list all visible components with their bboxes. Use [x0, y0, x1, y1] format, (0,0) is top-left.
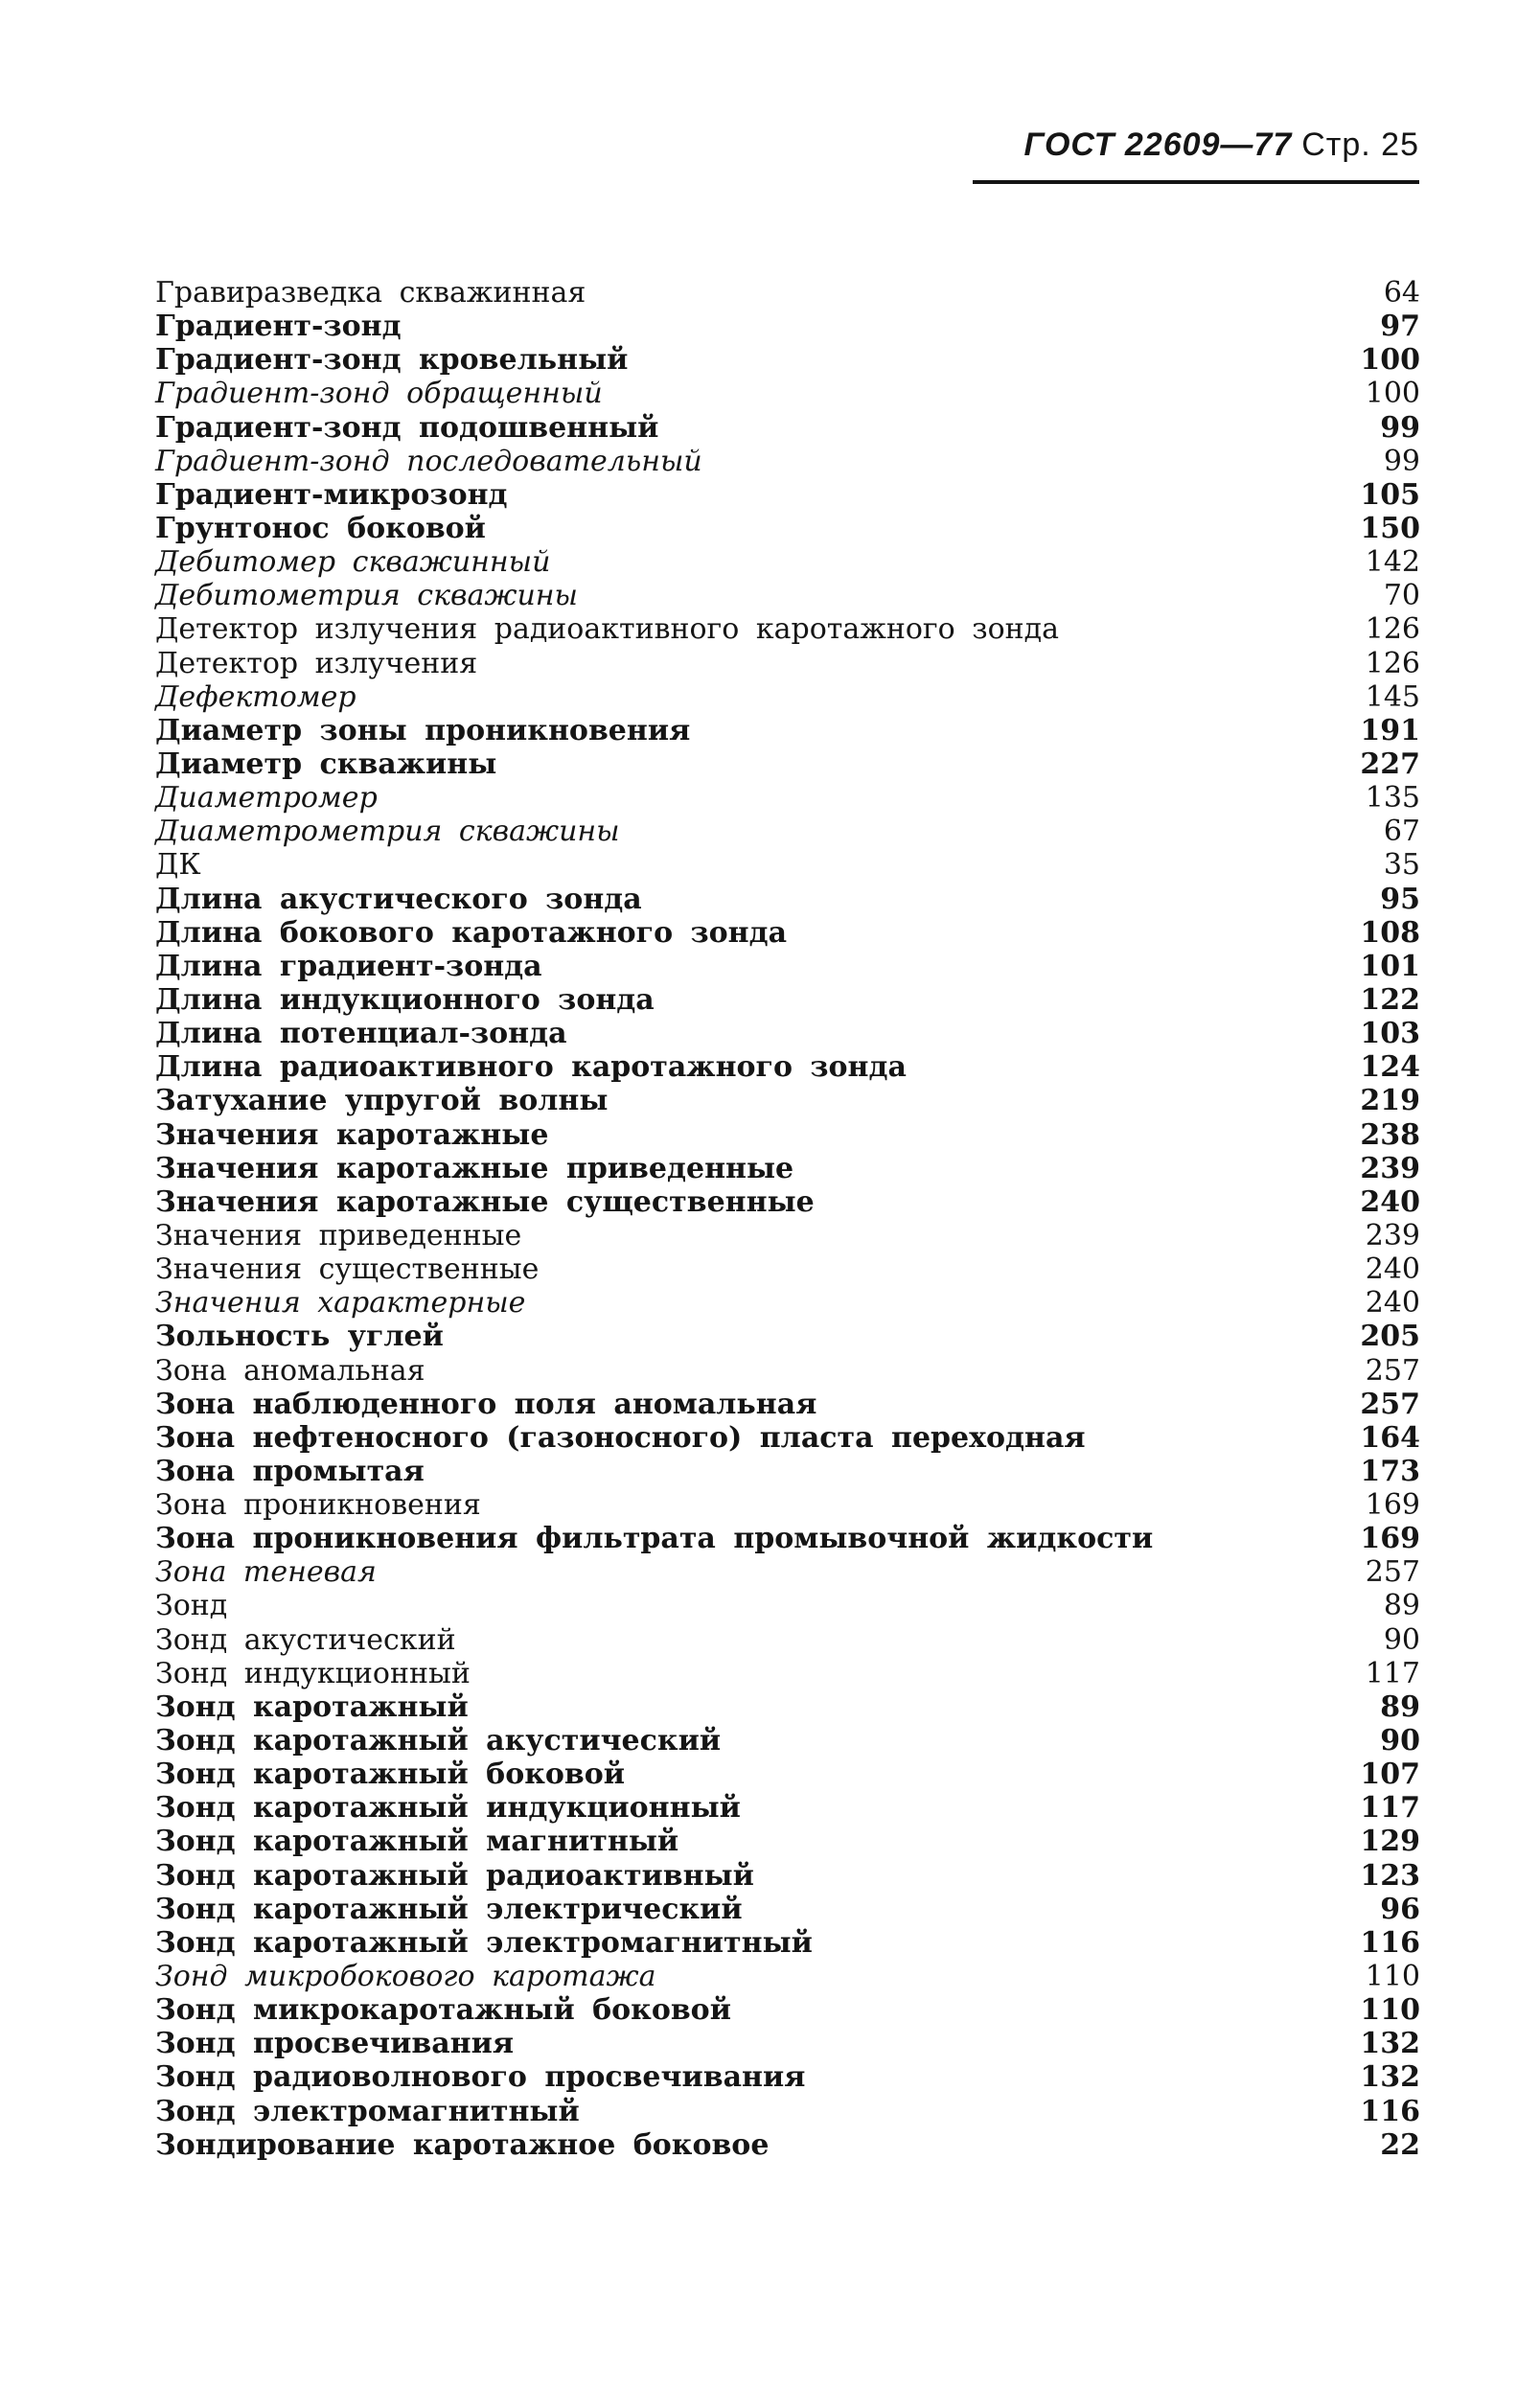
entry-term: Градиент-микрозонд — [155, 477, 508, 512]
entry-term: Значения каротажные приведенные — [155, 1151, 794, 1185]
entry-term: Зона нефтеносного (газоносного) пласта переходная — [155, 1420, 1086, 1455]
index-entry — [155, 848, 1420, 882]
entry-page-number: 227 — [1360, 747, 1420, 781]
entry-term: Зонд каротажный боковой — [155, 1757, 625, 1792]
entry-term: Дефектомер — [155, 679, 356, 714]
index-entry — [155, 781, 1420, 815]
entry-page-number: 205 — [1360, 1320, 1420, 1354]
entry-page-number: 100 — [1365, 377, 1420, 411]
entry-term: Зонд — [155, 1589, 228, 1623]
entry-page-number: 97 — [1380, 310, 1420, 344]
entry-term: Зондирование каротажное боковое — [155, 2127, 770, 2162]
entry-page-number: 135 — [1365, 781, 1420, 815]
index-entry — [155, 1993, 1420, 2027]
entry-page-number: 35 — [1383, 848, 1420, 883]
entry-page-number: 257 — [1360, 1387, 1420, 1421]
index-entry — [155, 1252, 1420, 1286]
entry-page-number: 173 — [1360, 1454, 1420, 1488]
index-entry — [155, 579, 1420, 612]
entry-page-number: 240 — [1365, 1252, 1420, 1287]
entry-term: Затухание упругой волны — [155, 1084, 609, 1118]
entry-term: Зонд микрокаротажный боковой — [155, 1993, 731, 2028]
entry-term: Зонд каротажный — [155, 1689, 469, 1724]
entry-term: Значения приведенные — [155, 1218, 522, 1252]
entry-term: Значения характерные — [155, 1286, 526, 1321]
entry-page-number: 126 — [1365, 646, 1420, 680]
index-entry — [155, 1286, 1420, 1320]
index-entry — [155, 815, 1420, 848]
index-entry — [155, 1825, 1420, 1858]
entry-term: Зона аномальная — [155, 1353, 425, 1388]
entry-page-number: 240 — [1365, 1286, 1420, 1321]
entry-page-number: 67 — [1383, 815, 1420, 849]
entry-term: Дебитометрия скважины — [155, 579, 578, 613]
index-entry — [155, 1791, 1420, 1825]
index-entry — [155, 1152, 1420, 1185]
entry-term: Значения каротажные существенные — [155, 1184, 815, 1219]
index-entry — [155, 1893, 1420, 1926]
index-entry — [155, 1690, 1420, 1724]
entry-term: Градиент-зонд кровельный — [155, 343, 629, 378]
entry-page-number: 239 — [1360, 1151, 1420, 1185]
entry-term: Градиент-зонд обращенный — [155, 377, 603, 411]
index-entry — [155, 377, 1420, 410]
index-entry — [155, 1623, 1420, 1657]
page-header — [973, 126, 1419, 164]
entry-page-number: 95 — [1380, 882, 1420, 916]
entry-page-number: 239 — [1365, 1218, 1420, 1252]
entry-page-number: 116 — [1360, 2094, 1420, 2128]
index-entry — [155, 1050, 1420, 1084]
entry-term: Градиент-зонд подошвенный — [155, 410, 659, 445]
entry-term: Детектор излучения — [155, 646, 478, 680]
entry-term: Диаметрометрия скважины — [155, 815, 620, 849]
entry-page-number: 99 — [1383, 444, 1420, 478]
entry-page-number: 240 — [1360, 1184, 1420, 1219]
entry-term: Зонд микробокового каротажа — [155, 1960, 656, 1994]
entry-term: Зонд каротажный электромагнитный — [155, 1925, 813, 1960]
standard-number: ГОСТ 22609—77 — [1023, 126, 1293, 163]
entry-term: Значения каротажные — [155, 1117, 549, 1152]
entry-page-number: 257 — [1365, 1353, 1420, 1388]
index-entry — [155, 1118, 1420, 1152]
entry-term: Диаметр скважины — [155, 747, 497, 781]
entry-term: Зона наблюденного поля аномальная — [155, 1387, 817, 1421]
entry-page-number: 64 — [1383, 276, 1420, 310]
entry-page-number: 145 — [1365, 679, 1420, 714]
index-entry — [155, 1589, 1420, 1622]
header-rule — [973, 180, 1419, 184]
entry-page-number: 257 — [1365, 1555, 1420, 1590]
entry-term: Зонд каротажный магнитный — [155, 1825, 679, 1859]
entry-term: Зонд электромагнитный — [155, 2094, 580, 2128]
entry-page-number: 70 — [1383, 579, 1420, 613]
term-index-list — [155, 276, 1420, 2162]
index-entry — [155, 1522, 1420, 1555]
index-entry — [155, 1219, 1420, 1252]
index-entry — [155, 1488, 1420, 1522]
entry-page-number: 117 — [1365, 1656, 1420, 1690]
index-entry — [155, 714, 1420, 747]
entry-page-number: 129 — [1360, 1825, 1420, 1859]
entry-page-number: 169 — [1365, 1488, 1420, 1523]
entry-page-number: 116 — [1360, 1925, 1420, 1960]
entry-page-number: 89 — [1383, 1589, 1420, 1623]
entry-page-number: 110 — [1360, 1993, 1420, 2028]
index-entry — [155, 983, 1420, 1017]
index-entry — [155, 747, 1420, 781]
index-entry — [155, 883, 1420, 916]
index-entry — [155, 545, 1420, 579]
entry-page-number: 108 — [1360, 915, 1420, 950]
entry-term: Длина индукционного зонда — [155, 982, 655, 1017]
entry-page-number: 101 — [1360, 949, 1420, 983]
index-entry — [155, 1320, 1420, 1353]
entry-term: Зонд каротажный акустический — [155, 1724, 722, 1758]
entry-term: Значения существенные — [155, 1252, 540, 1287]
entry-page-number: 238 — [1360, 1117, 1420, 1152]
index-entry — [155, 1354, 1420, 1388]
entry-term: Гравиразведка скважинная — [155, 276, 586, 310]
index-entry — [155, 680, 1420, 714]
entry-page-number: 107 — [1360, 1757, 1420, 1792]
index-entry — [155, 2128, 1420, 2162]
entry-page-number: 117 — [1360, 1791, 1420, 1826]
index-entry — [155, 1926, 1420, 1960]
index-entry — [155, 1017, 1420, 1050]
index-entry — [155, 276, 1420, 310]
index-entry — [155, 1724, 1420, 1757]
index-entry — [155, 310, 1420, 343]
entry-term: Грунтонос боковой — [155, 511, 486, 545]
entry-term: Диаметр зоны проникновения — [155, 713, 691, 747]
entry-term: Зонд индукционный — [155, 1656, 471, 1690]
entry-term: Зонд каротажный индукционный — [155, 1791, 741, 1826]
entry-page-number: 122 — [1360, 982, 1420, 1017]
entry-term: Зона проникновения фильтрата промывочной жидкости — [155, 1522, 1154, 1556]
entry-page-number: 219 — [1360, 1084, 1420, 1118]
entry-page-number: 89 — [1380, 1689, 1420, 1724]
entry-term: Дебитомер скважинный — [155, 545, 551, 580]
entry-page-number: 110 — [1365, 1960, 1420, 1994]
index-entry — [155, 916, 1420, 950]
entry-page-number: 100 — [1360, 343, 1420, 378]
entry-page-number: 123 — [1360, 1858, 1420, 1893]
index-entry — [155, 1084, 1420, 1117]
entry-term: Зона теневая — [155, 1555, 377, 1590]
entry-term: Зона проникновения — [155, 1488, 481, 1523]
entry-page-number: 132 — [1360, 2027, 1420, 2061]
index-entry — [155, 1421, 1420, 1455]
index-entry — [155, 445, 1420, 478]
entry-page-number: 126 — [1365, 612, 1420, 647]
index-entry — [155, 1657, 1420, 1690]
entry-page-number: 132 — [1360, 2060, 1420, 2095]
index-entry — [155, 2095, 1420, 2128]
entry-term: Длина радиоактивного каротажного зонда — [155, 1050, 907, 1085]
entry-page-number: 105 — [1360, 477, 1420, 512]
index-entry — [155, 647, 1420, 680]
index-entry — [155, 612, 1420, 646]
entry-term: Зонд просвечивания — [155, 2027, 515, 2061]
entry-term: Детектор излучения радиоактивного каротажного зонда — [155, 612, 1059, 647]
index-entry — [155, 343, 1420, 377]
entry-page-number: 124 — [1360, 1050, 1420, 1085]
entry-term: Длина градиент-зонда — [155, 949, 542, 983]
index-entry — [155, 512, 1420, 545]
entry-term: Градиент-зонд последовательный — [155, 444, 702, 478]
index-entry — [155, 1960, 1420, 1993]
entry-term: Зонд каротажный электрический — [155, 1892, 743, 1926]
entry-page-number: 150 — [1360, 511, 1420, 545]
entry-page-number: 22 — [1380, 2127, 1420, 2162]
entry-term: Градиент-зонд — [155, 310, 402, 344]
index-entry — [155, 411, 1420, 445]
entry-page-number: 90 — [1383, 1622, 1420, 1657]
entry-term: Зонд акустический — [155, 1622, 456, 1657]
entry-term: Зонд радиоволнового просвечивания — [155, 2060, 806, 2095]
entry-page-number: 103 — [1360, 1017, 1420, 1051]
entry-term: Зонд каротажный радиоактивный — [155, 1858, 754, 1893]
index-entry — [155, 478, 1420, 512]
entry-page-number: 96 — [1380, 1892, 1420, 1926]
entry-term: Длина акустического зонда — [155, 882, 642, 916]
entry-page-number: 164 — [1360, 1420, 1420, 1455]
index-entry — [155, 1555, 1420, 1589]
entry-term: ДК — [155, 848, 201, 883]
entry-page-number: 191 — [1360, 713, 1420, 747]
page-label: Стр. 25 — [1301, 126, 1419, 163]
entry-term: Зольность углей — [155, 1320, 444, 1354]
entry-page-number: 99 — [1380, 410, 1420, 445]
entry-page-number: 142 — [1365, 545, 1420, 580]
entry-page-number: 169 — [1360, 1522, 1420, 1556]
entry-page-number: 90 — [1380, 1724, 1420, 1758]
index-entry — [155, 1757, 1420, 1791]
entry-term: Длина потенциал-зонда — [155, 1017, 567, 1051]
index-entry — [155, 1185, 1420, 1219]
index-entry — [155, 1455, 1420, 1488]
index-entry — [155, 1859, 1420, 1893]
entry-term: Диаметромер — [155, 781, 378, 815]
index-entry — [155, 950, 1420, 983]
entry-term: Зона промытая — [155, 1454, 425, 1488]
entry-term: Длина бокового каротажного зонда — [155, 915, 788, 950]
index-entry — [155, 2027, 1420, 2060]
index-entry — [155, 2060, 1420, 2094]
index-entry — [155, 1388, 1420, 1421]
